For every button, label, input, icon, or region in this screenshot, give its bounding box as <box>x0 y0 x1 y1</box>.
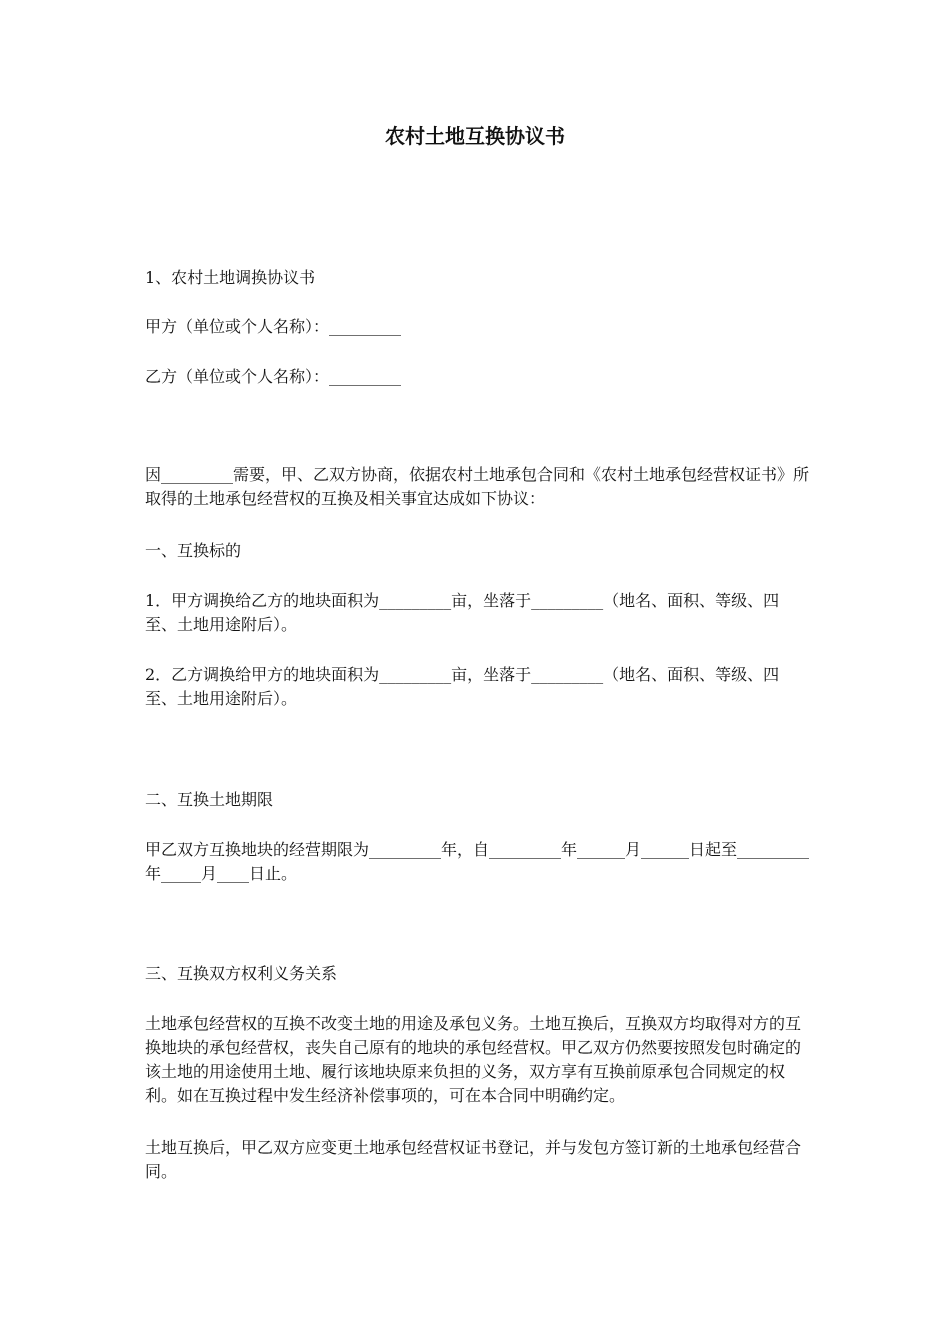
section-3-paragraph-2: 土地互换后，甲乙双方应变更土地承包经营权证书登记，并与发包方签订新的土地承包经营合同。 <box>145 1138 802 1181</box>
party-a-line: 甲方（单位或个人名称）：_________ <box>145 317 402 336</box>
party-b-line: 乙方（单位或个人名称）：_________ <box>145 367 402 386</box>
section-2-title: 二、互换土地期限 <box>145 790 274 809</box>
intro-paragraph: 因_________需要，甲、乙双方协商，依据农村土地承包合同和《农村土地承包经营权证书》所取得的土地承包经营权的互换及相关事宜达成如下协议： <box>145 465 810 508</box>
section-1-item-1: 1．甲方调换给乙方的地块面积为_________亩，坐落于_________（地名、面积、等级、四至、土地用途附后）。 <box>145 591 780 634</box>
heading-1: 1、农村土地调换协议书 <box>145 268 316 287</box>
section-3-title: 三、互换双方权利义务关系 <box>145 964 338 983</box>
section-3-paragraph-1: 土地承包经营权的互换不改变土地的用途及承包义务。土地互换后，互换双方均取得对方的互换地块的承包经营权，丧失自己原有的地块的承包经营权。甲乙双方仍然要按照发包时确定的该土地的用途使用土地、履行该地块原来负担的义务，双方享有互换前原承包合同规定的权利。如在互换过程中发生经济补偿事项的，可在本合同中明确约定。 <box>145 1014 802 1105</box>
section-1-item-2: 2．乙方调换给甲方的地块面积为_________亩，坐落于_________（地名、面积、等级、四至、土地用途附后）。 <box>145 665 780 708</box>
section-2-text: 甲乙双方互换地块的经营期限为_________年，自_________年______月______日起至_________年_____月____日止。 <box>145 840 810 883</box>
section-1-title: 一、互换标的 <box>145 541 242 560</box>
document-title: 农村土地互换协议书 <box>385 124 565 148</box>
